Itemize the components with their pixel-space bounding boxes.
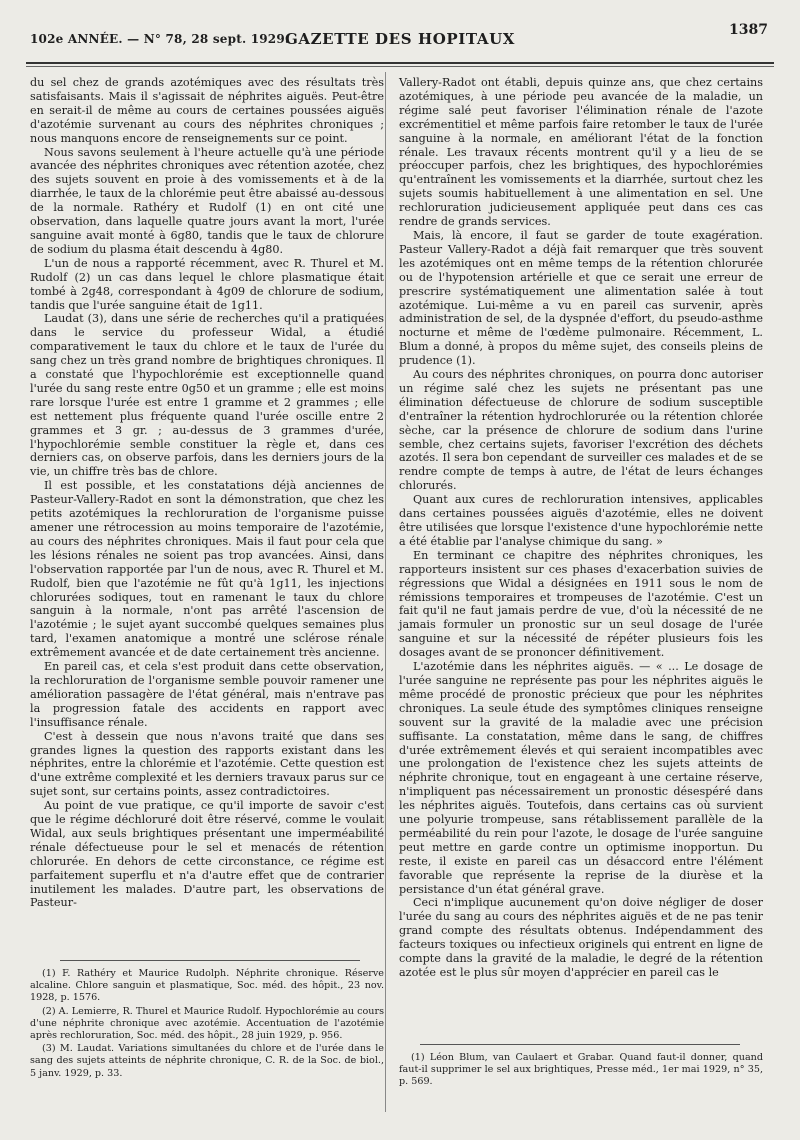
footnote: (1) F. Rathéry et Maurice Rudolph. Néphrite chronique. Réserve alcaline. Chlore sanguin et plasmatique, Soc. méd. des hôpit., 23 nov. 1928, p. 1576. <box>30 968 384 1004</box>
paragraph: Au cours des néphrites chroniques, on pourra donc autoriser un régime salé chez les sujets ne présentant pas une élimination défectueuse de chlorure de sodium susceptible d'entraîner la rétention hydrochlorurée ou la rétention chlorée sèche, car la présence de chlorure de sodium dans l'urine semble, chez certains sujets, favoriser l'excrétion des déchets azotés. Il sera bon cependant de surveiller ces malades et de se rendre compte de temps à autre, de l'état de leurs échanges chlorurés. <box>399 368 763 493</box>
footnote: (1) Léon Blum, van Caulaert et Grabar. Quand faut-il donner, quand faut-il supprimer le sel aux brightiques, Presse méd., 1er mai 1929, n° 35, p. 569. <box>399 1052 763 1088</box>
paragraph: du sel chez de grands azotémiques avec des résultats très satisfaisants. Mais il s'agissait de néphrites aiguës. Peut-être en serait-il de même au cours de certaines poussées aiguës d'azotémie survenant au cours des néphrites chroniques ; nous manquons encore de renseignements sur ce point. <box>30 76 384 145</box>
paragraph: L'azotémie dans les néphrites aiguës. — « ... Le dosage de l'urée sanguine ne représente pas pour les néphrites aiguës le même procédé de pronostic précieux que pour les néphrites chroniques. La seule étude des symptômes cliniques renseigne souvent sur la gravité de la maladie avec une précision suffisante. La constatation, même dans le sang, de chiffres d'urée extrêmement élevés et qui seraient incompatibles avec une prolongation de l'existence chez les sujets atteints de néphrite chronique, tout en engageant à une certaine réserve, n'impliquent pas nécessairement un pronostic désespéré dans les néphrites aiguës. Toutefois, dans certains cas où survient une polyurie trompeuse, sans rétablissement parallèle de la perméabilité du rein pour l'azote, le dosage de l'urée sanguine peut mettre en garde contre un optimisme inopportun. Du reste, il existe en pareil cas un désaccord entre l'élément favorable que représente la reprise de la diurèse et la persistance d'un état général grave. <box>399 660 763 896</box>
right-column <box>399 76 763 980</box>
paragraph: Laudat (3), dans une série de recherches qu'il a pratiquées dans le service du professeur Widal, a étudié comparativement le taux du chlore et le taux de l'urée du sang chez un très grand nombre de brightiques chroniques. Il a constaté que l'hypochlorémie est exceptionnelle quand l'urée du sang reste entre 0g50 et un gramme ; elle est moins rare lorsque l'urée est entre 1 gramme et 2 grammes ; elle est nettement plus fréquente quand l'urée oscille entre 2 grammes et 3 gr. ; au-dessus de 3 grammes d'urée, l'hypochlorémie semble constituer la règle et, dans ces derniers cas, on observe parfois, dans les derniers jours de la vie, un chiffre très bas de chlore. <box>30 312 384 479</box>
page-header <box>26 18 774 54</box>
footnote-rule-left <box>60 960 360 961</box>
column-separator <box>385 72 386 1112</box>
page-number: 1387 <box>729 22 768 38</box>
issue-info: 102e ANNÉE. — N° 78, 28 sept. 1929. <box>30 32 290 46</box>
paragraph: Au point de vue pratique, ce qu'il importe de savoir c'est que le régime déchloruré doit être réservé, comme le voulait Widal, aux seuls brightiques présentant une imperméabilité rénale défectueuse pour le sel et menacés de rétention chlorurée. En dehors de cette circonstance, ce régime est parfaitement superflu et n'a d'autre effet que de contrarier inutilement les malades. D'autre part, les observations de Pasteur- <box>30 799 384 910</box>
paragraph: Ceci n'implique aucunement qu'on doive négliger de doser l'urée du sang au cours des néphrites aiguës et de ne pas tenir grand compte des résultats obtenus. Indépendamment des facteurs toxiques ou infectieux originels qui entrent en ligne de compte dans la gravité de la maladie, le degré de la rétention azotée est le plus sûr moyen d'apprécier en pareil cas le <box>399 896 763 979</box>
paragraph: En pareil cas, et cela s'est produit dans cette observation, la rechloruration de l'organisme semble pouvoir ramener une amélioration passagère de l'état général, mais n'entrave pas la progression fatale des accidents en rapport avec l'insuffisance rénale. <box>30 660 384 729</box>
footnote: (2) A. Lemierre, R. Thurel et Maurice Rudolf. Hypochlorémie au cours d'une néphrite chronique avec azotémie. Accentuation de l'azotémie après rechloruration, Soc. méd. des hôpit., 28 juin 1929, p. 956. <box>30 1005 384 1042</box>
footnote-rule-right <box>420 1044 740 1045</box>
paragraph: Vallery-Radot ont établi, depuis quinze ans, que chez certains azotémiques, à une période peu avancée de la maladie, un régime salé peut favoriser l'élimination rénale de l'azote excrémentitiel et même parfois faire retomber le taux de l'urée sanguine à la normale, en améliorant l'état de la fonction rénale. Les travaux récents montrent qu'il y a lieu de se préoccuper parfois, chez les brightiques, des hypochlorémies qu'entraînent les vomissements et la diarrhée, surtout chez les sujets soumis habituellement à une alimentation en sel. Une rechloruration judicieusement appliquée peut dans ces cas rendre de grands services. <box>399 76 763 229</box>
paragraph: Mais, là encore, il faut se garder de toute exagération. Pasteur Vallery-Radot a déjà fait remarquer que très souvent les azotémiques ont en même temps de la rétention chlorurée ou de l'hypotension artérielle et que ce serait une erreur de prescrire systématiquement une alimentation salée à tout azotémique. Lui-même a vu en pareil cas survenir, après administration de sel, de la dyspnée d'effort, du pseudo-asthme nocturne et même de l'œdème pulmonaire. Récemment, L. Blum a donné, à propos du même sujet, des conseils pleins de prudence (1). <box>399 228 763 368</box>
header-rule-thin <box>26 66 774 67</box>
paragraph: En terminant ce chapitre des néphrites chroniques, les rapporteurs insistent sur ces phases d'exacerbation suivies de régressions que Widal a désignées en 1911 sous le nom de rémissions temporaires et trompeuses de l'azotémie. C'est un fait qu'il ne faut jamais perdre de vue, d'où la nécessité de ne jamais formuler un pronostic sur un seul dosage de l'urée sanguine et sur la nécessité de répéter plusieurs fois les dosages avant de se prononcer définitivement. <box>399 548 763 660</box>
paragraph: C'est à dessein que nous n'avons traité que dans ses grandes lignes la question des rapports existant dans les néphrites, entre la chlorémie et l'azotémie. Cette question est d'une extrême complexité et les derniers travaux parus sur ce sujet sont, sur certains points, assez contradictoires. <box>30 729 384 799</box>
paragraph: L'un de nous a rapporté récemment, avec R. Thurel et M. Rudolf (2) un cas dans lequel le chlore plasmatique était tombé à 2g48, correspondant à 4g09 de chlorure de sodium, tandis que l'urée sanguine était de 1g11. <box>30 256 384 312</box>
header-rule <box>26 62 774 64</box>
right-footnotes <box>399 1052 763 1090</box>
paragraph: Quant aux cures de rechloruration intensives, applicables dans certaines poussées aiguës d'azotémie, elles ne doivent être utilisées que lorsque l'existence d'une hypochlorémie nette a été établie par l'analyse chimique du sang. » <box>399 493 763 548</box>
paragraph: Il est possible, et les constatations déjà anciennes de Pasteur-Vallery-Radot en sont la démonstration, que chez les petits azotémiques la rechloruration de l'organisme puisse amener une rétrocession au moins temporaire de l'azotémie, au cours des néphrites chroniques. Mais il faut pour cela que les lésions rénales ne soient pas trop avancées. Ainsi, dans l'observation rapportée par l'un de nous, avec R. Thurel et M. Rudolf, bien que l'azotémie ne fût qu'à 1g11, les injections chlorurées sodiques, tout en ramenant le taux du chlore sanguin à la normale, n'ont pas arrêté l'ascension de l'azotémie ; le sujet ayant succombé quelques semaines plus tard, l'examen anatomique a montré une sclérose rénale extrêmement avancée et de date certainement très ancienne. <box>30 479 384 660</box>
left-column <box>30 76 384 910</box>
footnote: (3) M. Laudat. Variations simultanées du chlore et de l'urée dans le sang des sujets atteints de néphrite chronique, C. R. de la Soc. de biol., 5 janv. 1929, p. 33. <box>30 1043 384 1079</box>
paragraph: Nous savons seulement à l'heure actuelle qu'à une période avancée des néphrites chroniques avec rétention azotée, chez des sujets souvent en proie à des vomissements et à de la diarrhée, le taux de la chlorémie peut être abaissé au-dessous de la normale. Rathéry et Rudolf (1) en ont cité une observation, dans laquelle quatre jours avant la mort, l'urée sanguine avait monté à 6g80, tandis que le taux de chlorure de sodium du plasma était descendu à 4g80. <box>30 145 384 256</box>
left-footnotes <box>30 968 384 1081</box>
journal-title: GAZETTE DES HOPITAUX <box>284 30 515 48</box>
